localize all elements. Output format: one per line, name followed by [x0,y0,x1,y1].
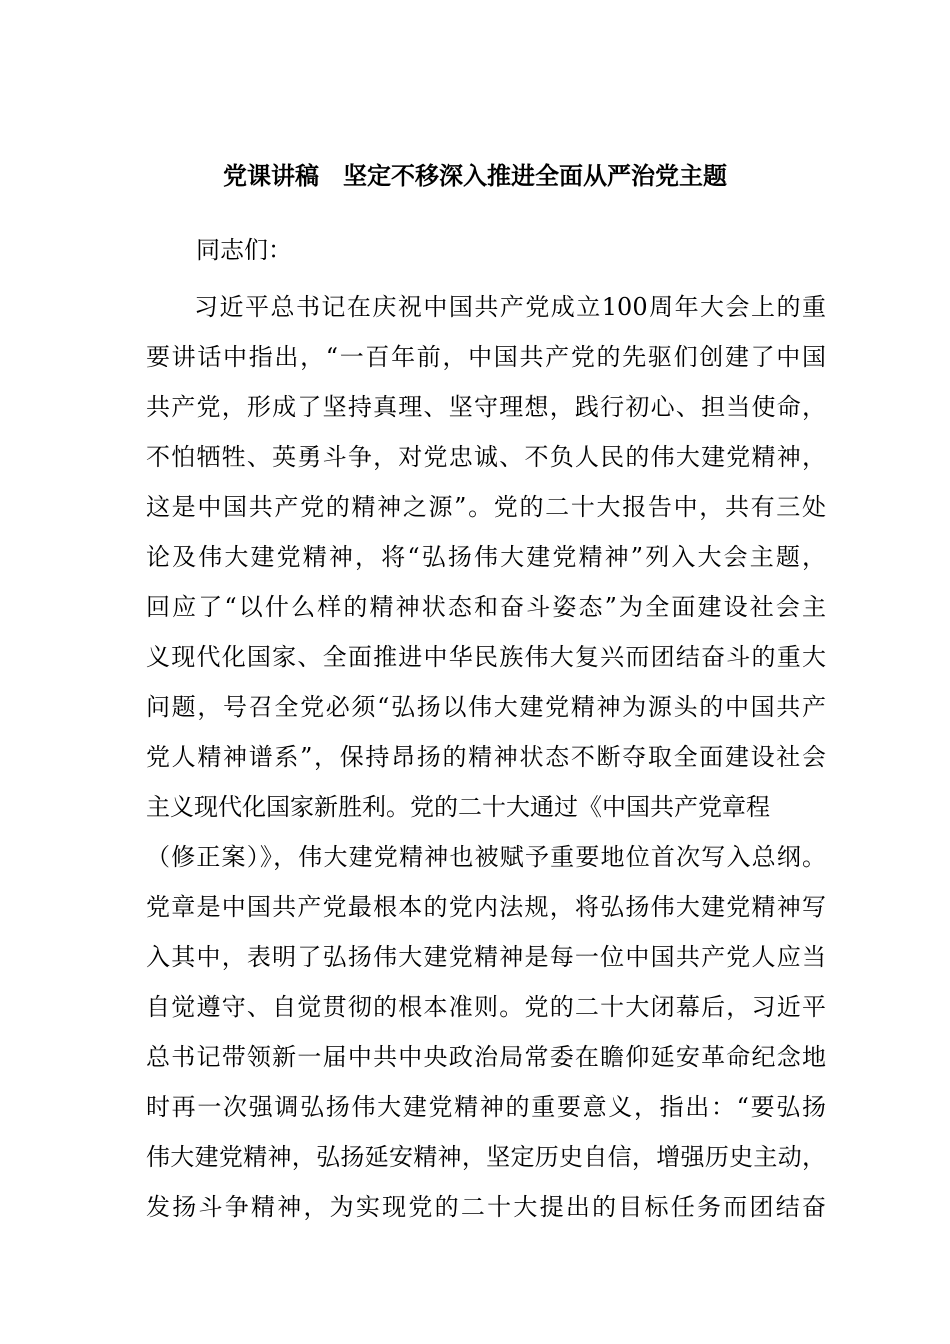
body-line: 这是中国共产党的精神之源”。党的二十大报告中，共有三处 [146,493,826,521]
body-line: 论及伟大建党精神，将“弘扬伟大建党精神”列入大会主题， [146,543,826,571]
body-line: 要讲话中指出，“一百年前，中国共产党的先驱们创建了中国 [146,343,826,371]
body-line: 党章是中国共产党最根本的党内法规，将弘扬伟大建党精神写 [146,893,826,921]
body-paragraph [146,282,826,1232]
body-line: 共产党，形成了坚持真理、坚守理想，践行初心、担当使命， [146,393,826,421]
body-line: 主义现代化国家新胜利。党的二十大通过《中国共产党章程 [146,793,770,821]
salutation: 同志们： [196,236,292,264]
body-line: 伟大建党精神，弘扬延安精神，坚定历史自信，增强历史主动， [146,1143,826,1171]
body-line: 回应了“以什么样的精神状态和奋斗姿态”为全面建设社会主 [146,593,826,621]
document-title: 党课讲稿 坚定不移深入推进全面从严治党主题 [223,162,727,190]
body-line: 发扬斗争精神，为实现党的二十大提出的目标任务而团结奋 [146,1193,826,1221]
body-line: 义现代化国家、全面推进中华民族伟大复兴而团结奋斗的重大 [146,643,826,671]
body-line: 时再一次强调弘扬伟大建党精神的重要意义，指出：“要弘扬 [146,1093,826,1121]
body-line: 入其中，表明了弘扬伟大建党精神是每一位中国共产党人应当 [146,943,826,971]
body-line: 自觉遵守、自觉贯彻的根本准则。党的二十大闭幕后，习近平 [146,993,826,1021]
body-line: 问题，号召全党必须“弘扬以伟大建党精神为源头的中国共产 [146,693,826,721]
body-line: 习近平总书记在庆祝中国共产党成立100周年大会上的重 [194,293,826,321]
body-line: 党人精神谱系”，保持昂扬的精神状态不断夺取全面建设社会 [146,743,826,771]
body-line: （修正案）》，伟大建党精神也被赋予重要地位首次写入总纲。 [146,843,826,871]
body-line: 不怕牺牲、英勇斗争，对党忠诚、不负人民的伟大建党精神， [146,443,826,471]
body-line: 总书记带领新一届中共中央政治局常委在瞻仰延安革命纪念地 [146,1043,826,1071]
